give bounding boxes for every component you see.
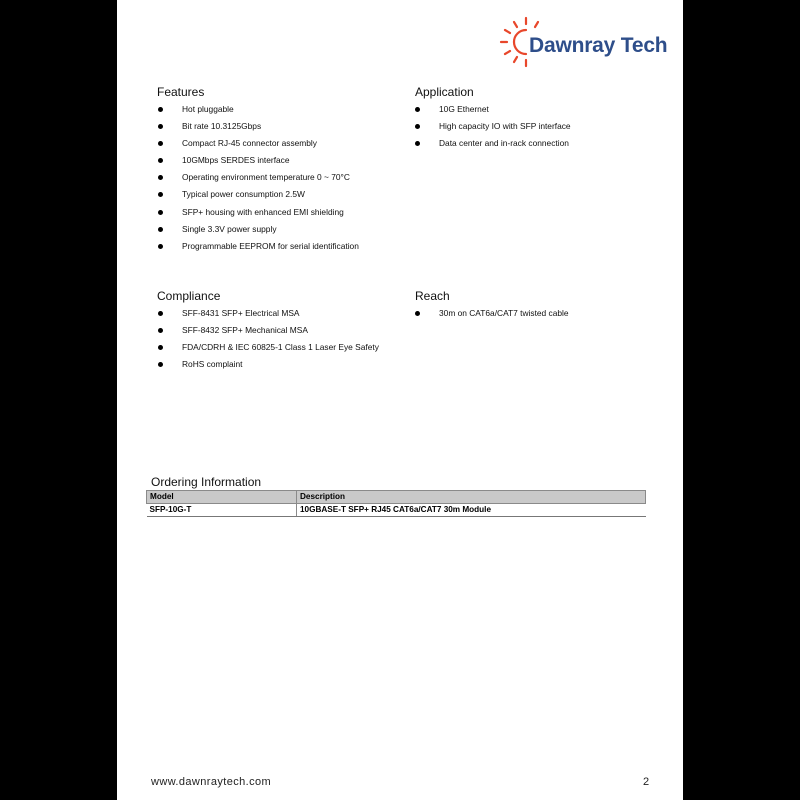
application-list: [415, 104, 571, 155]
list-item: FDA/CDRH & IEC 60825-1 Class 1 Laser Eye Safety: [158, 342, 379, 359]
bullet-icon: [158, 141, 163, 146]
page-number: 2: [643, 776, 650, 788]
company-logo: [499, 14, 674, 72]
logo-wordmark: Dawnray Tech: [529, 34, 668, 57]
bullet-icon: [415, 141, 420, 146]
compliance-list: [158, 308, 379, 376]
ordering-title: Ordering Information: [151, 475, 262, 489]
list-item: 30m on CAT6a/CAT7 twisted cable: [415, 308, 569, 325]
bullet-icon: [158, 311, 163, 316]
document-page: [117, 0, 683, 800]
footer-url: www.dawnraytech.com: [151, 776, 272, 788]
bullet-icon: [415, 107, 420, 112]
list-item: Typical power consumption 2.5W: [158, 189, 359, 206]
features-title: Features: [157, 85, 205, 99]
list-item: Bit rate 10.3125Gbps: [158, 121, 359, 138]
bullet-icon: [158, 244, 163, 249]
bullet-icon: [158, 362, 163, 367]
column-header-description: Description: [297, 491, 646, 504]
column-header-model: Model: [147, 491, 297, 504]
list-item: High capacity IO with SFP interface: [415, 121, 571, 138]
list-item: Compact RJ-45 connector assembly: [158, 138, 359, 155]
list-item: Programmable EEPROM for serial identification: [158, 241, 359, 258]
list-item: Operating environment temperature 0 ~ 70°C: [158, 172, 359, 189]
list-item: SFP+ housing with enhanced EMI shielding: [158, 207, 359, 224]
bullet-icon: [415, 124, 420, 129]
cell-model: SFP-10G-T: [147, 504, 297, 517]
list-item: Single 3.3V power supply: [158, 224, 359, 241]
bullet-icon: [158, 210, 163, 215]
list-item: SFF-8431 SFP+ Electrical MSA: [158, 308, 379, 325]
list-item: 10GMbps SERDES interface: [158, 155, 359, 172]
reach-list: [415, 308, 569, 325]
list-item: SFF-8432 SFP+ Mechanical MSA: [158, 325, 379, 342]
list-item: RoHS complaint: [158, 359, 379, 376]
application-title: Application: [415, 85, 474, 99]
bullet-icon: [158, 158, 163, 163]
list-item: 10G Ethernet: [415, 104, 571, 121]
bullet-icon: [158, 227, 163, 232]
compliance-title: Compliance: [157, 289, 221, 303]
bullet-icon: [415, 311, 420, 316]
bullet-icon: [158, 192, 163, 197]
list-item: Hot pluggable: [158, 104, 359, 121]
ordering-table: [146, 490, 646, 517]
features-list: [158, 104, 359, 258]
table-header-row: [147, 491, 646, 504]
bullet-icon: [158, 345, 163, 350]
bullet-icon: [158, 107, 163, 112]
list-item: Data center and in-rack connection: [415, 138, 571, 155]
bullet-icon: [158, 328, 163, 333]
bullet-icon: [158, 124, 163, 129]
bullet-icon: [158, 175, 163, 180]
cell-description: 10GBASE-T SFP+ RJ45 CAT6a/CAT7 30m Module: [297, 504, 646, 517]
reach-title: Reach: [415, 289, 450, 303]
table-row: [147, 504, 646, 517]
